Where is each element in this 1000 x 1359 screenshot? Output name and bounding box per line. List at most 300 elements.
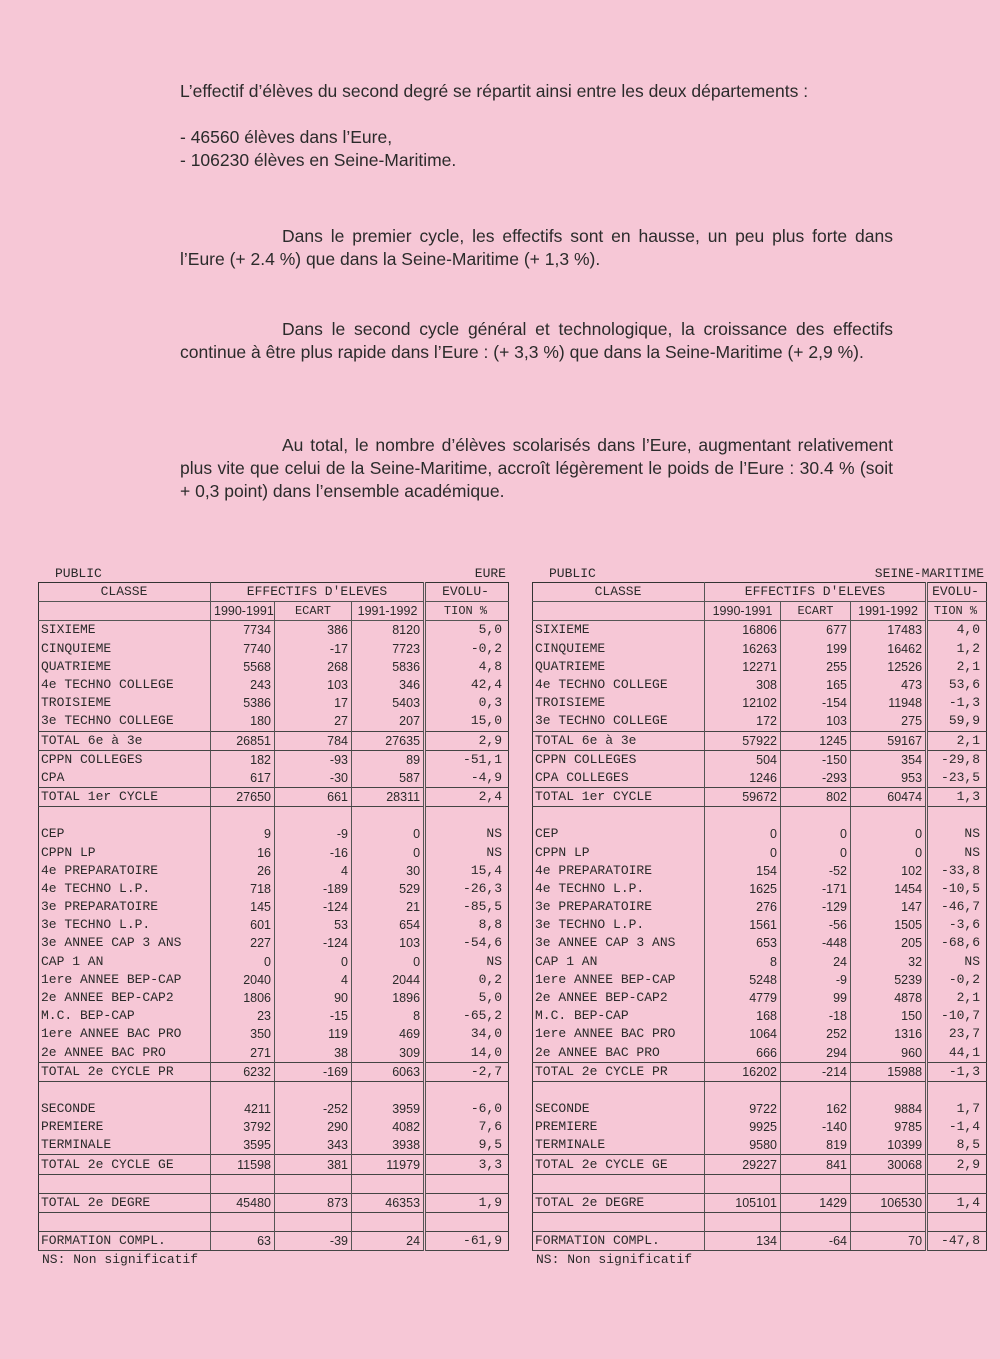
class-cell: 3e TECHNO COLLEGE	[41, 713, 174, 729]
header-classe: CLASSE	[39, 583, 211, 602]
value-1991-cell: 89	[352, 750, 425, 769]
evolution-cell: 15,0	[425, 712, 509, 731]
evolution-cell	[927, 1174, 987, 1193]
evolution-cell: 15,4	[425, 862, 509, 880]
value-1991-cell: 4082	[352, 1118, 425, 1136]
evolution-cell: -29,8	[927, 750, 987, 769]
class-cell: CEP	[535, 826, 559, 842]
total-row	[533, 1155, 987, 1174]
value-1990-cell: 16806	[705, 621, 781, 640]
table-row	[533, 862, 987, 880]
ecart-cell: 4	[275, 862, 352, 880]
value-1991-cell: 16462	[851, 640, 927, 658]
total-row	[39, 731, 509, 750]
class-cell: 3e TECHNO COLLEGE	[535, 713, 668, 729]
class-cell: SIXIEME	[535, 622, 590, 638]
header-ecart: ECART	[275, 602, 352, 621]
value-1990-cell: 653	[705, 934, 781, 952]
value-1991-cell: 207	[352, 712, 425, 731]
value-1990-cell: 180	[211, 712, 275, 731]
value-1991-cell: 150	[851, 1007, 927, 1025]
ecart-cell: 199	[781, 640, 851, 658]
ecart-cell: -214	[781, 1062, 851, 1081]
evolution-cell: -1,3	[927, 694, 987, 712]
paragraph-second-cycle	[180, 318, 893, 364]
value-1990-cell: 3792	[211, 1118, 275, 1136]
class-cell	[533, 1081, 705, 1100]
value-1991-cell: 5836	[352, 658, 425, 676]
region-label: SEINE-MARITIME	[874, 566, 984, 581]
class-cell: CPPN LP	[535, 844, 590, 860]
class-cell: SIXIEME	[41, 622, 96, 638]
table-row	[533, 880, 987, 898]
value-1991-cell: 10399	[851, 1136, 927, 1155]
evolution-cell: 3,3	[425, 1155, 509, 1174]
value-1991-cell: 5239	[851, 971, 927, 989]
value-1990-cell: 27650	[211, 788, 275, 807]
value-1990-cell: 154	[705, 862, 781, 880]
value-1991-cell: 529	[352, 880, 425, 898]
value-1990-cell: 16202	[705, 1062, 781, 1081]
value-1991-cell: 275	[851, 712, 927, 731]
value-1990-cell: 9	[211, 825, 275, 843]
value-1990-cell: 1625	[705, 880, 781, 898]
spacer-row	[533, 1081, 987, 1100]
ecart-cell	[781, 807, 851, 826]
table-row	[39, 880, 509, 898]
table-row	[39, 953, 509, 971]
value-1991-cell	[352, 1081, 425, 1100]
table-row	[39, 825, 509, 843]
class-cell	[533, 807, 705, 826]
ecart-cell	[275, 1212, 352, 1231]
value-1991-cell: 60474	[851, 788, 927, 807]
table-row	[39, 898, 509, 916]
ecart-cell: 343	[275, 1136, 352, 1155]
evolution-cell: -68,6	[927, 934, 987, 952]
ecart-cell: 661	[275, 788, 352, 807]
class-cell: 1ere ANNEE BEP-CAP	[41, 971, 182, 987]
header-classe: CLASSE	[533, 583, 705, 602]
class-cell: FORMATION COMPL.	[533, 1231, 705, 1250]
class-cell: M.C. BEP-CAP	[41, 1008, 135, 1024]
evolution-cell: -61,9	[425, 1231, 509, 1250]
evolution-cell: 1,7	[927, 1100, 987, 1118]
ecart-cell: -18	[781, 1007, 851, 1025]
value-1990-cell	[705, 807, 781, 826]
evolution-cell: -33,8	[927, 862, 987, 880]
value-1990-cell: 4779	[705, 989, 781, 1007]
class-cell: 1ere ANNEE BEP-CAP	[535, 971, 676, 987]
evolution-cell	[425, 1081, 509, 1100]
ecart-cell: 90	[275, 989, 352, 1007]
table-row	[39, 862, 509, 880]
evolution-cell: 1,3	[927, 788, 987, 807]
ecart-cell: 103	[275, 676, 352, 694]
footnote: NS: Non significatif	[536, 1252, 693, 1267]
total-row	[533, 1193, 987, 1212]
ecart-cell: 252	[781, 1025, 851, 1043]
ecart-cell: 381	[275, 1155, 352, 1174]
class-cell: PREMIERE	[535, 1119, 598, 1135]
ecart-cell: 0	[275, 953, 352, 971]
table-row	[533, 1007, 987, 1025]
table-row	[39, 916, 509, 934]
table-eure-block	[38, 565, 508, 1267]
class-cell: CAP 1 AN	[535, 953, 598, 969]
total-row	[533, 788, 987, 807]
total-row	[533, 1231, 987, 1250]
ecart-cell: 1429	[781, 1193, 851, 1212]
evolution-cell	[927, 1081, 987, 1100]
value-1991-cell: 0	[851, 825, 927, 843]
value-1991-cell: 8120	[352, 621, 425, 640]
total-row	[39, 1193, 509, 1212]
class-cell: CINQUIEME	[41, 640, 112, 656]
evolution-cell: -4,9	[425, 769, 509, 788]
ecart-cell: -129	[781, 898, 851, 916]
evolution-cell: NS	[425, 953, 509, 971]
class-cell: 3e ANNEE CAP 3 ANS	[41, 935, 182, 951]
evolution-cell: -1,4	[927, 1118, 987, 1136]
table-row	[533, 971, 987, 989]
evolution-cell: -51,1	[425, 750, 509, 769]
value-1991-cell: 24	[352, 1231, 425, 1250]
value-1991-cell: 1454	[851, 880, 927, 898]
ecart-cell: -154	[781, 694, 851, 712]
value-1990-cell: 308	[705, 676, 781, 694]
value-1991-cell: 32	[851, 953, 927, 971]
evolution-cell: 5,0	[425, 989, 509, 1007]
ecart-cell: 38	[275, 1044, 352, 1063]
value-1990-cell: 504	[705, 750, 781, 769]
table-row	[533, 916, 987, 934]
value-1991-cell: 354	[851, 750, 927, 769]
evolution-cell: 2,1	[927, 658, 987, 676]
value-1990-cell: 7734	[211, 621, 275, 640]
header-evolution: EVOLU-	[425, 583, 509, 602]
ecart-cell: 268	[275, 658, 352, 676]
evolution-cell: -23,5	[927, 769, 987, 788]
ecart-cell: -9	[275, 825, 352, 843]
value-1990-cell: 8	[705, 953, 781, 971]
total-row	[39, 1062, 509, 1081]
evolution-cell: 5,0	[425, 621, 509, 640]
value-1990-cell: 12102	[705, 694, 781, 712]
value-1990-cell: 182	[211, 750, 275, 769]
ecart-cell: -15	[275, 1007, 352, 1025]
header-evolution-2: TION %	[927, 602, 987, 621]
ecart-cell	[275, 1174, 352, 1193]
header-evolution-2: TION %	[425, 602, 509, 621]
class-cell: 4e TECHNO COLLEGE	[41, 677, 174, 693]
value-1991-cell: 147	[851, 898, 927, 916]
value-1990-cell: 9925	[705, 1118, 781, 1136]
evolution-cell: 1,2	[927, 640, 987, 658]
value-1991-cell: 654	[352, 916, 425, 934]
table-header-line	[532, 565, 986, 582]
table-row	[39, 989, 509, 1007]
region-label: EURE	[474, 566, 506, 581]
class-cell: TOTAL 2e CYCLE GE	[39, 1155, 211, 1174]
value-1990-cell: 7740	[211, 640, 275, 658]
class-cell: TOTAL 2e CYCLE PR	[533, 1062, 705, 1081]
class-cell: 3e TECHNO L.P.	[535, 917, 645, 933]
table-row	[39, 1118, 509, 1136]
class-cell: 2e ANNEE BAC PRO	[41, 1044, 166, 1060]
table-row	[39, 712, 509, 731]
ecart-cell: 99	[781, 989, 851, 1007]
paragraph-total	[180, 434, 893, 503]
value-1991-cell: 1316	[851, 1025, 927, 1043]
value-1990-cell: 9722	[705, 1100, 781, 1118]
value-1990-cell: 5568	[211, 658, 275, 676]
value-1991-cell	[851, 1212, 927, 1231]
evolution-cell: 1,4	[927, 1193, 987, 1212]
class-cell: TERMINALE	[535, 1137, 606, 1153]
value-1990-cell: 12271	[705, 658, 781, 676]
spacer-row	[533, 1174, 987, 1193]
total-row	[533, 731, 987, 750]
class-cell: TERMINALE	[41, 1137, 112, 1153]
intro-bullet-seine: - 106230 élèves en Seine-Maritime.	[180, 150, 457, 170]
header-blank	[533, 602, 705, 621]
value-1991-cell	[851, 807, 927, 826]
evolution-cell: 2,9	[927, 1155, 987, 1174]
table-row	[39, 694, 509, 712]
value-1990-cell: 276	[705, 898, 781, 916]
table-eure	[38, 582, 509, 1251]
class-cell	[533, 1212, 705, 1231]
table-row	[39, 843, 509, 861]
ecart-cell: 119	[275, 1025, 352, 1043]
value-1991-cell: 5403	[352, 694, 425, 712]
value-1990-cell: 350	[211, 1025, 275, 1043]
class-cell: QUATRIEME	[535, 658, 606, 674]
class-cell: 1ere ANNEE BAC PRO	[41, 1026, 182, 1042]
ecart-cell: -64	[781, 1231, 851, 1250]
value-1991-cell: 587	[352, 769, 425, 788]
header-effectifs: EFFECTIFS D'ELEVES	[705, 583, 927, 602]
spacer-row	[533, 807, 987, 826]
table-row	[533, 989, 987, 1007]
evolution-cell: -54,6	[425, 934, 509, 952]
class-cell: 3e ANNEE CAP 3 ANS	[535, 935, 676, 951]
value-1990-cell: 1561	[705, 916, 781, 934]
evolution-cell: 1,9	[425, 1193, 509, 1212]
value-1990-cell: 271	[211, 1044, 275, 1063]
evolution-cell	[425, 1174, 509, 1193]
class-cell	[39, 1212, 211, 1231]
value-1991-cell: 2044	[352, 971, 425, 989]
value-1991-cell: 12526	[851, 658, 927, 676]
class-cell: TOTAL 2e DEGRE	[533, 1193, 705, 1212]
value-1990-cell: 172	[705, 712, 781, 731]
spacer-row	[39, 807, 509, 826]
sector-label: PUBLIC	[549, 566, 596, 581]
paragraph-text: Dans le second cycle général et technologique, la croissance des effectifs continue à être plus rapide dans l’Eure : (+ 3,3 %) que dans la Seine-Maritime (+ 2,9 %).	[180, 319, 893, 362]
value-1991-cell: 960	[851, 1044, 927, 1063]
header-evolution: EVOLU-	[927, 583, 987, 602]
value-1991-cell: 205	[851, 934, 927, 952]
class-cell: 4e PREPARATOIRE	[41, 862, 159, 878]
evolution-cell: 4,0	[927, 621, 987, 640]
evolution-cell: 2,1	[927, 989, 987, 1007]
table-row	[533, 1025, 987, 1043]
intro-line: L’effectif d’élèves du second degré se répartit ainsi entre les deux départements :	[180, 81, 809, 101]
value-1991-cell: 9785	[851, 1118, 927, 1136]
evolution-cell: 34,0	[425, 1025, 509, 1043]
value-1990-cell: 59672	[705, 788, 781, 807]
class-cell: PREMIERE	[41, 1119, 104, 1135]
ecart-cell: -56	[781, 916, 851, 934]
ecart-cell: 103	[781, 712, 851, 731]
value-1990-cell: 5248	[705, 971, 781, 989]
paragraph-first-cycle	[180, 225, 893, 271]
spacer-row	[533, 1212, 987, 1231]
header-ecart: ECART	[781, 602, 851, 621]
ecart-cell	[781, 1081, 851, 1100]
ecart-cell: -124	[275, 898, 352, 916]
total-row	[39, 1231, 509, 1250]
value-1990-cell: 227	[211, 934, 275, 952]
table-body	[39, 621, 509, 1251]
evolution-cell: -26,3	[425, 880, 509, 898]
evolution-cell: NS	[927, 843, 987, 861]
class-cell: TOTAL 6e à 3e	[39, 731, 211, 750]
table-row	[533, 676, 987, 694]
evolution-cell: 0,3	[425, 694, 509, 712]
ecart-cell: 677	[781, 621, 851, 640]
table-row	[533, 621, 987, 640]
class-cell: 4e PREPARATOIRE	[535, 862, 653, 878]
class-cell: M.C. BEP-CAP	[535, 1008, 629, 1024]
class-cell: CEP	[41, 826, 65, 842]
total-row	[533, 1062, 987, 1081]
ecart-cell: -39	[275, 1231, 352, 1250]
value-1990-cell: 601	[211, 916, 275, 934]
header-year-1991: 1991-1992	[851, 602, 927, 621]
ecart-cell: 165	[781, 676, 851, 694]
ecart-cell: -448	[781, 934, 851, 952]
header-blank	[39, 602, 211, 621]
value-1991-cell: 46353	[352, 1193, 425, 1212]
value-1991-cell	[352, 807, 425, 826]
evolution-cell: -0,2	[425, 640, 509, 658]
value-1991-cell: 15988	[851, 1062, 927, 1081]
total-row	[39, 1155, 509, 1174]
ecart-cell: 841	[781, 1155, 851, 1174]
class-cell: TOTAL 6e à 3e	[533, 731, 705, 750]
value-1990-cell: 145	[211, 898, 275, 916]
value-1990-cell: 1246	[705, 769, 781, 788]
value-1991-cell: 3959	[352, 1100, 425, 1118]
value-1991-cell: 953	[851, 769, 927, 788]
value-1990-cell	[705, 1174, 781, 1193]
header-year-1990: 1990-1991	[705, 602, 781, 621]
class-cell: 2e ANNEE BEP-CAP2	[41, 990, 174, 1006]
table-row	[39, 1007, 509, 1025]
table-row	[533, 712, 987, 731]
ecart-cell	[275, 1081, 352, 1100]
value-1990-cell	[211, 1212, 275, 1231]
evolution-cell	[927, 1212, 987, 1231]
spacer-row	[39, 1212, 509, 1231]
table-row	[533, 1118, 987, 1136]
evolution-cell: -65,2	[425, 1007, 509, 1025]
evolution-cell: -2,7	[425, 1062, 509, 1081]
intro-block	[180, 80, 893, 172]
table-row	[533, 825, 987, 843]
header-year-1990: 1990-1991	[211, 602, 275, 621]
class-cell: 3e PREPARATOIRE	[535, 899, 653, 915]
value-1991-cell: 103	[352, 934, 425, 952]
table-row	[39, 934, 509, 952]
value-1990-cell: 168	[705, 1007, 781, 1025]
class-cell: CPA	[41, 769, 65, 785]
table-row	[533, 953, 987, 971]
evolution-cell: -0,2	[927, 971, 987, 989]
class-cell: 4e TECHNO COLLEGE	[535, 677, 668, 693]
value-1991-cell: 17483	[851, 621, 927, 640]
value-1990-cell: 16	[211, 843, 275, 861]
value-1990-cell: 16263	[705, 640, 781, 658]
evolution-cell	[425, 1212, 509, 1231]
evolution-cell: NS	[927, 953, 987, 971]
ecart-cell: -52	[781, 862, 851, 880]
table-seine-block	[532, 565, 986, 1267]
class-cell: CPA COLLEGES	[535, 769, 629, 785]
value-1990-cell: 26851	[211, 731, 275, 750]
class-cell: 2e ANNEE BEP-CAP2	[535, 990, 668, 1006]
evolution-cell: 2,1	[927, 731, 987, 750]
ecart-cell: -9	[781, 971, 851, 989]
evolution-cell	[927, 807, 987, 826]
ecart-cell: -171	[781, 880, 851, 898]
ecart-cell: -150	[781, 750, 851, 769]
value-1991-cell: 30068	[851, 1155, 927, 1174]
value-1990-cell	[211, 1174, 275, 1193]
class-cell: QUATRIEME	[41, 658, 112, 674]
value-1990-cell: 1064	[705, 1025, 781, 1043]
class-cell: CPPN COLLEGES	[41, 751, 143, 767]
ecart-cell: 255	[781, 658, 851, 676]
table-row	[533, 1100, 987, 1118]
ecart-cell: 27	[275, 712, 352, 731]
ecart-cell: 873	[275, 1193, 352, 1212]
ecart-cell: -140	[781, 1118, 851, 1136]
table-row	[533, 1136, 987, 1155]
evolution-cell: 42,4	[425, 676, 509, 694]
ecart-cell: -189	[275, 880, 352, 898]
table-row	[39, 640, 509, 658]
class-cell: 3e TECHNO L.P.	[41, 917, 151, 933]
ecart-cell: 294	[781, 1044, 851, 1063]
table-row	[39, 1044, 509, 1063]
class-cell	[39, 1174, 211, 1193]
total-row	[39, 788, 509, 807]
evolution-cell: -10,7	[927, 1007, 987, 1025]
evolution-cell	[425, 807, 509, 826]
evolution-cell: 14,0	[425, 1044, 509, 1063]
ecart-cell	[781, 1212, 851, 1231]
evolution-cell: -47,8	[927, 1231, 987, 1250]
value-1990-cell	[705, 1081, 781, 1100]
ecart-cell: 53	[275, 916, 352, 934]
evolution-cell: 2,9	[425, 731, 509, 750]
table-row	[533, 769, 987, 788]
value-1991-cell: 0	[352, 953, 425, 971]
